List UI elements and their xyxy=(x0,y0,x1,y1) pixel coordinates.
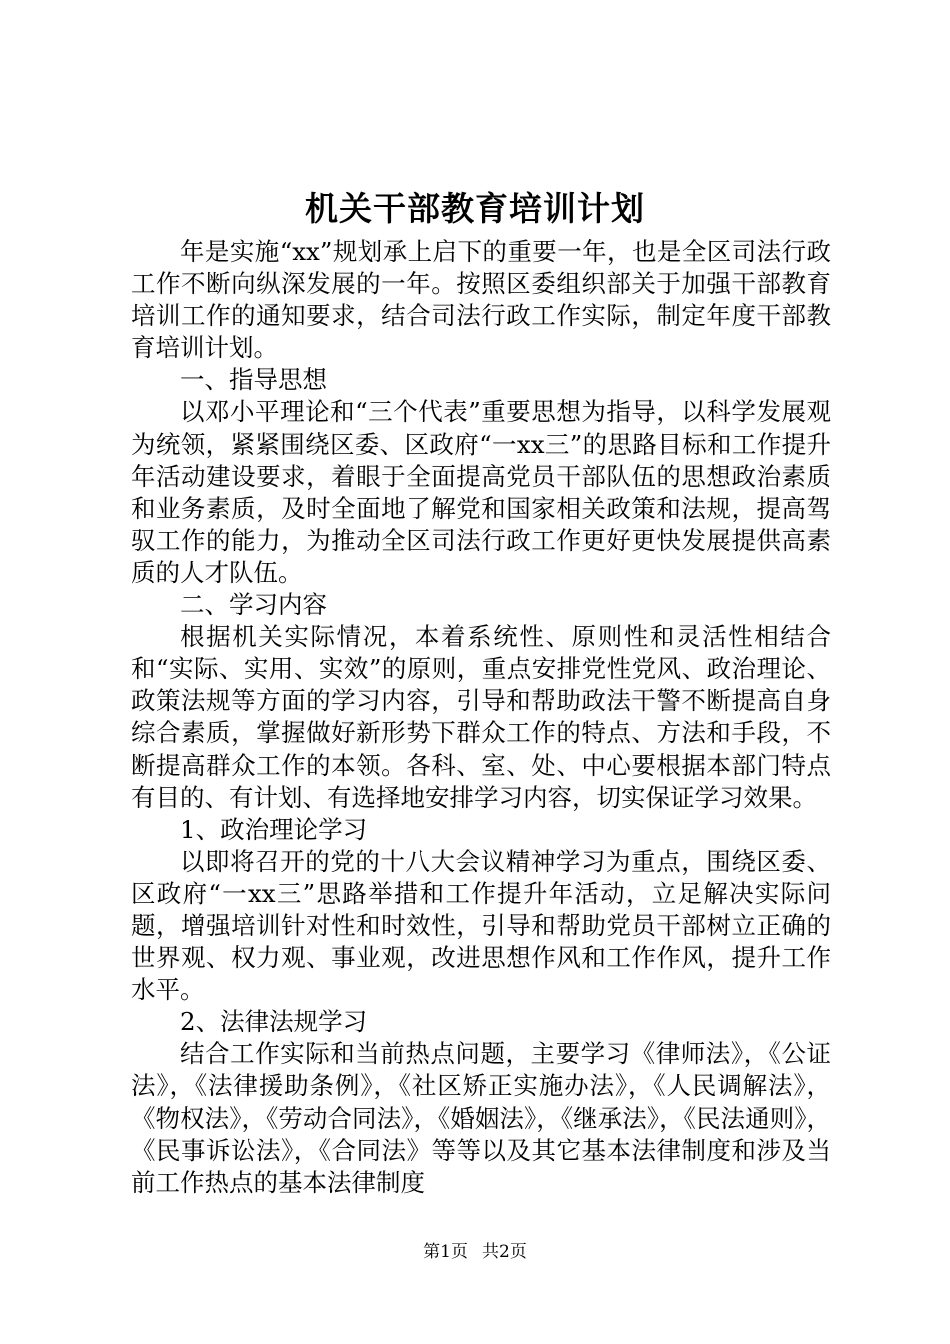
section-heading-guiding-thought: 一、指导思想 xyxy=(180,365,327,395)
page-number-total: 共2页 xyxy=(482,1242,527,1262)
page-footer xyxy=(0,1240,950,1264)
section-heading-study-content: 二、学习内容 xyxy=(180,590,327,620)
subsection-heading-political-theory: 1、政治理论学习 xyxy=(180,814,368,844)
paragraph-study-content: 根据机关实际情况，本着系统性、原则性和灵活性相结合和“实际、实用、实效”的原则，重点安排党性党风、政治理论、政策法规等方面的学习内容，引导和帮助政法干警不断提高自身综合素质，掌握做好新形势下群众工作的特点、方法和手段，不断提高群众工作的本领。各科、室、处、中心要根据本部门特点有目的、有计划、有选择地安排学习内容，切实保证学习效果。 xyxy=(131,622,831,812)
paragraph-guiding-thought: 以邓小平理论和“三个代表”重要思想为指导，以科学发展观为统领，紧紧围绕区委、区政府“一xx三”的思路目标和工作提升年活动建设要求，着眼于全面提高党员干部队伍的思想政治素质和业务素质，及时全面地了解党和国家相关政策和法规，提高驾驭工作的能力，为推动全区司法行政工作更好更快发展提供高素质的人才队伍。 xyxy=(131,397,831,587)
paragraph-intro: 年是实施“xx”规划承上启下的重要一年，也是全区司法行政工作不断向纵深发展的一年。按照区委组织部关于加强干部教育培训工作的通知要求，结合司法行政工作实际，制定年度干部教育培训计划。 xyxy=(131,237,831,363)
paragraph-political-theory: 以即将召开的党的十八大会议精神学习为重点，围绕区委、区政府“一xx三”思路举措和工作提升年活动，立足解决实际问题，增强培训针对性和时效性，引导和帮助党员干部树立正确的世界观、权力观、事业观，改进思想作风和工作作风，提升工作水平。 xyxy=(131,846,831,1005)
document-body xyxy=(131,236,831,1199)
document-title: 机关干部教育培训计划 xyxy=(305,189,645,228)
page-number-current: 第1页 xyxy=(423,1242,468,1262)
subsection-heading-laws-regulations: 2、法律法规学习 xyxy=(180,1007,368,1037)
paragraph-laws-regulations: 结合工作实际和当前热点问题，主要学习《律师法》，《公证法》，《法律援助条例》，《社区矫正实施办法》，《人民调解法》，《物权法》，《劳动合同法》，《婚姻法》，《继承法》，《民法通则》，《民事诉讼法》，《合同法》等等以及其它基本法律制度和涉及当前工作热点的基本法律制度 xyxy=(131,1039,831,1197)
